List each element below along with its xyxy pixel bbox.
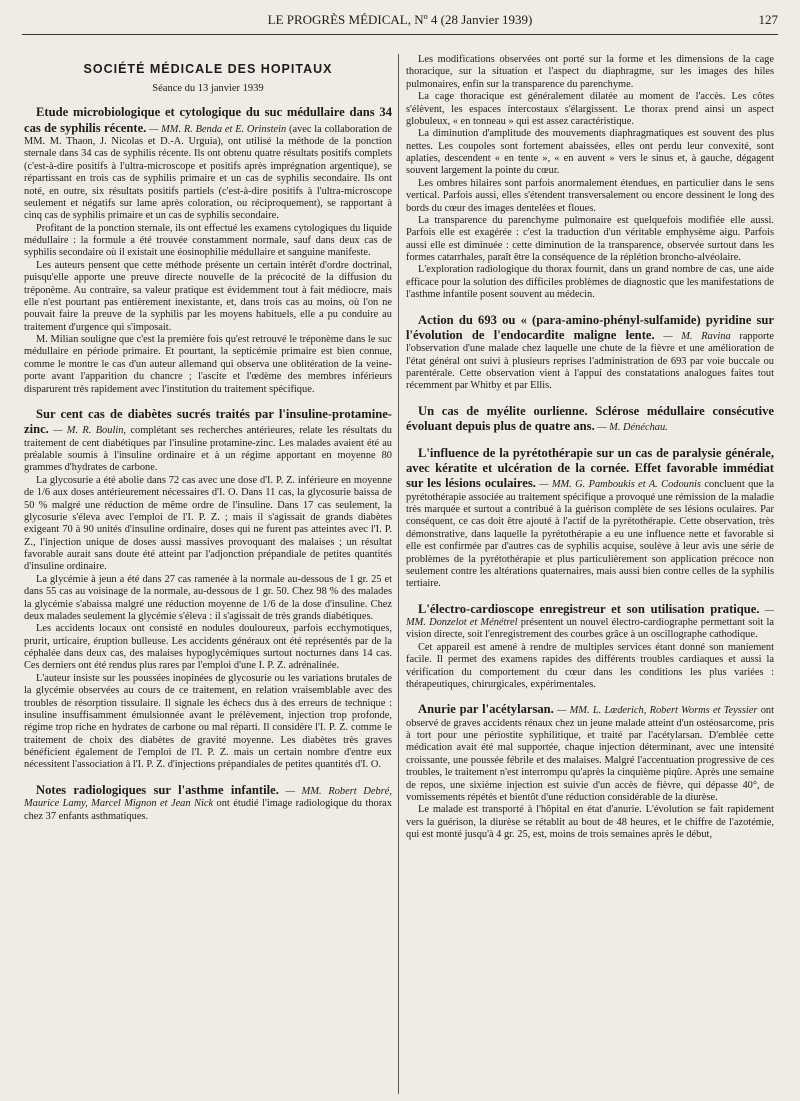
paragraph-text: rapporte l'observation d'une malade chez laquelle une chute de la fièvre et une amélioration de l'état général ont suivi à plusieurs reprises l'administration de 693 par voie buccale ou parentérale. Cette observation vient à l'appui des constatations analogues faites tout récemment par Whitby et par Ellis. bbox=[406, 330, 774, 392]
article-authors: — MM. Robert Debré, Maurice Lamy, Marcel Mignon et Jean Nick bbox=[24, 785, 392, 810]
article-authors: — MM. R. Benda et E. Orinstein bbox=[149, 123, 287, 135]
right-articles bbox=[406, 54, 774, 841]
article bbox=[406, 313, 774, 393]
paragraph-text: Les modifications observées ont porté sur la forme et les dimensions de la cage thoracique, sur la situation et l'aspect du diaphragme, sur les images des hiles pulmonaires, enfin sur la transparence du parenchyme. bbox=[406, 54, 774, 90]
paragraph-text: ont étudié l'image radiologique du thorax chez 37 enfants asthmatiques. bbox=[24, 798, 392, 822]
article-paragraph bbox=[406, 54, 774, 91]
article-paragraph: Profitant de la ponction sternale, ils ont effectué les examens cytologiques du liquide médullaire : la formule a été trouvée constamment normale, sauf dans deux cas de syphilis secondaire où il existait une éosinophilie médullaire et sanguine manifeste. bbox=[24, 222, 392, 259]
article-paragraph bbox=[406, 602, 774, 642]
article-title: Action du 693 ou « (para-amino-phényl-sulfamide) pyridine sur l'évolution de l'endocardite maligne lente. bbox=[406, 312, 774, 342]
article-paragraph: L'exploration radiologique du thorax fournit, dans un grand nombre de cas, une aide efficace pour la solution des difficiles problèmes de diagnostic que les manifestations de l'asthme infantile posent souvent au médecin. bbox=[406, 264, 774, 301]
article-title: Un cas de myélite ourlienne. Sclérose médullaire consécutive évoluant depuis plus de quatre ans. bbox=[406, 403, 774, 434]
column-divider bbox=[398, 54, 399, 1094]
left-column bbox=[24, 54, 392, 834]
article-paragraph bbox=[406, 313, 774, 393]
article-paragraph bbox=[24, 407, 392, 475]
paragraph-text: (avec la collaboration de MM. M. Thaon, J. Nicolas et D.-A. Urguia), ont utilisé la méthode de la ponction sternale dans 34 cas de syphilis récente. Ils ont obtenu quatre résultats positifs complets (c'est-à-dire positifs à l'ultra-microscope et positifs après imprégnation argentique), se répartissant en trois cas de syphilis primaire et un cas de syphilis secondaire. Ils ont noté, en outre, six résultats positifs partiels (c'est-à-dire positifs à l'ultra-microscope seulement et négatifs sur lame après coloration, ou réciproquement), se rapportant à cinq cas de syphilis primaire et un cas de syphilis secondaire. bbox=[24, 123, 392, 222]
article-paragraph: Cet appareil est amené à rendre de multiples services étant donné son maniement facile. Il permet des examens rapides des différents troubles cardiaques et aussi la vérification du comportement du cœur dans les conditions les plus variées : thérapeutiques, chirurgicales, expérimentales. bbox=[406, 641, 774, 690]
article-paragraph bbox=[406, 446, 774, 591]
right-column bbox=[406, 54, 774, 852]
article-authors: — MM. Donzelot et Ménétrel bbox=[406, 604, 774, 628]
article bbox=[406, 702, 774, 841]
article-authors: — M. Dénéchau. bbox=[597, 422, 668, 434]
paragraph-text: présentent un nouvel électro-cardiographe permettant soit la vision directe, soit l'enregistrement des courbes grâce à un oscillographe cathodique. bbox=[406, 617, 774, 641]
article bbox=[406, 404, 774, 435]
article bbox=[24, 105, 392, 396]
article-paragraph bbox=[24, 105, 392, 222]
article-title: Notes radiologiques sur l'asthme infantile. bbox=[36, 782, 279, 797]
article-paragraph: Les ombres hilaires sont parfois anormalement étendues, en particulier dans le sens vertical. Parfois aussi, elles s'étendent transversalement ou encore dessinent le long des bords du cœur des images dentelées et floues. bbox=[406, 177, 774, 214]
journal-title: LE PROGRÈS MÉDICAL, Nº 4 (28 Janvier 1939) bbox=[267, 12, 533, 27]
article-paragraph: La transparence du parenchyme pulmonaire est quelquefois modifiée elle aussi. Parfois elle est exagérée : c'est la traduction d'un véritable emphysème aigu. Parfois aussi elle est diminuée : cette diminution de la transparence, observée surtout dans les formes catarrhales, paraît être la conséquence de la réplétion broncho-alvéolaire. bbox=[406, 214, 774, 263]
article-title: L'influence de la pyrétothérapie sur un cas de paralysie générale, avec kératite et ulcération de la cornée. Effet favorable immédiat sur les lésions oculaires. bbox=[406, 445, 774, 491]
page-header bbox=[22, 12, 778, 35]
article-authors: — M. R. Boulin, bbox=[53, 425, 127, 437]
article-title: L'électro-cardioscope enregistreur et son utilisation pratique. bbox=[418, 601, 760, 616]
article-title: Sur cent cas de diabètes sucrés traités par l'insuline-protamine-zinc. bbox=[24, 406, 392, 437]
article-paragraph: La cage thoracique est généralement dilatée au moment de l'accès. Les côtes s'élèvent, les espaces intercostaux s'élargissent. Le thorax prend ainsi un aspect globuleux, « en tonneau » qui est assez caractéristique. bbox=[406, 91, 774, 127]
article bbox=[24, 783, 392, 823]
article-paragraph: L'auteur insiste sur les poussées inopinées de glycosurie ou les variations brutales de la glycémie observées au cours de ce traitement, en relation vraisemblable avec des troubles de résorption tissulaire. Il signale les échecs dus à des erreurs de technique : insuline insuffisamment émulsionnée avant le prélèvement, injection trop profonde, régime trop riche en hydrates de carbone ou mal réparti. Il considère l'I. P. Z. comme le traitement de choix des diabètes de gravité moyenne. Les diabètes très graves bénéficient également de l'emploi de l'I. P. Z. mais un certain nombre d'entre eux nécessitent l'association à l'I. P. Z. d'injections prépandiales de petites quantités d'I. O. bbox=[24, 672, 392, 771]
article bbox=[406, 602, 774, 692]
society-heading: SOCIÉTÉ MÉDICALE DES HOPITAUX bbox=[83, 62, 333, 76]
article-paragraph bbox=[24, 783, 392, 823]
article-paragraph bbox=[406, 702, 774, 804]
article-paragraph bbox=[406, 404, 774, 435]
article-paragraph: La diminution d'amplitude des mouvements diaphragmatiques est souvent des plus nettes. Les coupoles sont fortement abaissées, elles ont perdu leur convexité, sont aplaties, descendent « en tente », « en auvent » vers le sinus et, à gauche, dégagent souvent largement la pointe du cœur. bbox=[406, 128, 774, 177]
paragraph-text: complétant ses recherches antérieures, relate les résultats du traitement de cent diabétiques par l'insuline protamine-zinc. Les malades avaient été au préalable soumis à l'insuline ordinaire et à un régime apportant en moyenne 80 grammes d'hydrates de carbone. bbox=[24, 425, 392, 474]
article-paragraph: La glycémie à jeun a été dans 27 cas ramenée à la normale au-dessous de 1 gr. 25 et dans 55 cas au voisinage de la normale, au-dessous de 1 gr. 50. Chez 98 % des malades la glycémie s'abaissa malgré une réduction moyenne de 1/6 de la dose d'insuline. Chez deux malades seulement la glycémie s'éleva : il s'agissait de très grands diabétiques. bbox=[24, 573, 392, 622]
article-authors: — M. Ravina bbox=[663, 330, 731, 342]
paragraph-text: ont observé de graves accidents rénaux chez un jeune malade atteint d'un ostéosarcome, pris à tort pour une périostite syphilitique, et traité par l'acétylarsan. D'emblée cette médication avait été mal supportée, chaque injection déterminant, avec une intensité croissante, une poussée fébrile et des malaises. Malgré l'accentuation progressive de ces troubles, le traitement n'est interrompu qu'après la cinquième piqûre. Après une semaine de repos, une sixième injection est suivie d'un accès de fièvre, qui dépasse 40°, de vomissements répétés et bientôt d'une réduction considérable de la diurèse. bbox=[406, 705, 774, 803]
article bbox=[406, 54, 774, 302]
article bbox=[406, 446, 774, 591]
article-authors: — MM. G. Pamboukis et A. Codounis bbox=[539, 479, 701, 491]
article bbox=[24, 407, 392, 772]
article-paragraph: Les auteurs pensent que cette méthode présente un certain intérêt d'ordre doctrinal, puisqu'elle apporte une preuve directe nouvelle de la précocité de la diffusion du tréponème. Au contraire, sa valeur pratique est évidemment tout à fait médiocre, mais elle n'est pourtant pas entièrement inexistante, et, dans trois cas au moins, où l'on ne pouvait faire la preuve de la syphilis par les moyens habituels, elle a pu conduire au traitement d'urgence qui s'imposait. bbox=[24, 259, 392, 333]
article-paragraph: M. Milian souligne que c'est la première fois qu'est retrouvé le tréponème dans le suc médullaire en période primaire. Et pourtant, la septicémie primaire est bien connue, comme le montre le cas d'un auteur allemand qui observa une oblitération de la veine-porte avant l'apparition du chancre ; l'ascite et l'œdème des membres inférieurs disparurent très rapidement avec l'institution du traitement spécifique. bbox=[24, 334, 392, 395]
article-paragraph: Les accidents locaux ont consisté en nodules douloureux, parfois ecchymotiques, prurit, urticaire, éruption bulleuse. Les accidents généraux ont été représentés par de la céphalée dans deux cas, des malaises hypoglycémiques surtout nocturnes dans 14 cas. Ces derniers ont été rendus plus rares par l'emploi d'une I. P. Z. adrénalinée. bbox=[24, 623, 392, 672]
article-paragraph: La glycosurie a été abolie dans 72 cas avec une dose d'I. P. Z. inférieure en moyenne de 1/6 aux doses antérieurement nécessaires d'I. O. Dans 11 cas, la glycosurie baissa de 50 % malgré une réduction de même ordre de l'insuline. Dans 17 cas seulement, la glycosurie s'éleva avec l'emploi de l'I. P. Z. ; mais il s'agissait de grands diabètes exigeant 70 à 90 unités d'insuline ordinaire, doses qui ne furent pas atteintes avec l'I. P. Z., l'injection unique de doses aussi massives provoquant des malaises ; un résultat favorable aurait sans doute été atteint par l'adjonction prépandiale de petites quantités d'insuline ordinaire. bbox=[24, 474, 392, 573]
article-title: Etude microbiologique et cytologique du suc médullaire dans 34 cas de syphilis récente. bbox=[24, 105, 392, 135]
paragraph-text: concluent que la pyrétothérapie associée au traitement spécifique a provoqué une rémission de la maladie très marquée et surtout a contribué à la guérison complète de ses lésions oculaires. Par conséquent, ce cas doit être ajouté à l'actif de la pyrétothérapie. Cette observation, très démonstrative, dans laquelle la pyrétothérapie a eu une influence nette et favorable si elle est confirmée par d'autres cas de syphilis acquise, soulève à leur avis une série de problèmes de la pyrétothérapie et plus particulièrement son application précoce non seulement contre les altérations quaternaires, mais aussi bien contre celles de la syphilis tertiaire. bbox=[406, 479, 774, 590]
article-title: Anurie par l'acétylarsan. bbox=[418, 702, 554, 717]
left-articles bbox=[24, 105, 392, 823]
article-paragraph: Le malade est transporté à l'hôpital en état d'anurie. L'évolution se fait rapidement vers la guérison, la diurèse se rétablit au bout de 48 heures, et le chiffre de l'azotémie, qui est monté jusqu'à 4 gr. 25, est, moins de trois semaines après le début, bbox=[406, 804, 774, 840]
page-number: 127 bbox=[758, 12, 778, 27]
session-date: Séance du 13 janvier 1939 bbox=[152, 82, 264, 94]
article-authors: — MM. L. Lœderich, Robert Worms et Teyssier bbox=[557, 705, 758, 717]
